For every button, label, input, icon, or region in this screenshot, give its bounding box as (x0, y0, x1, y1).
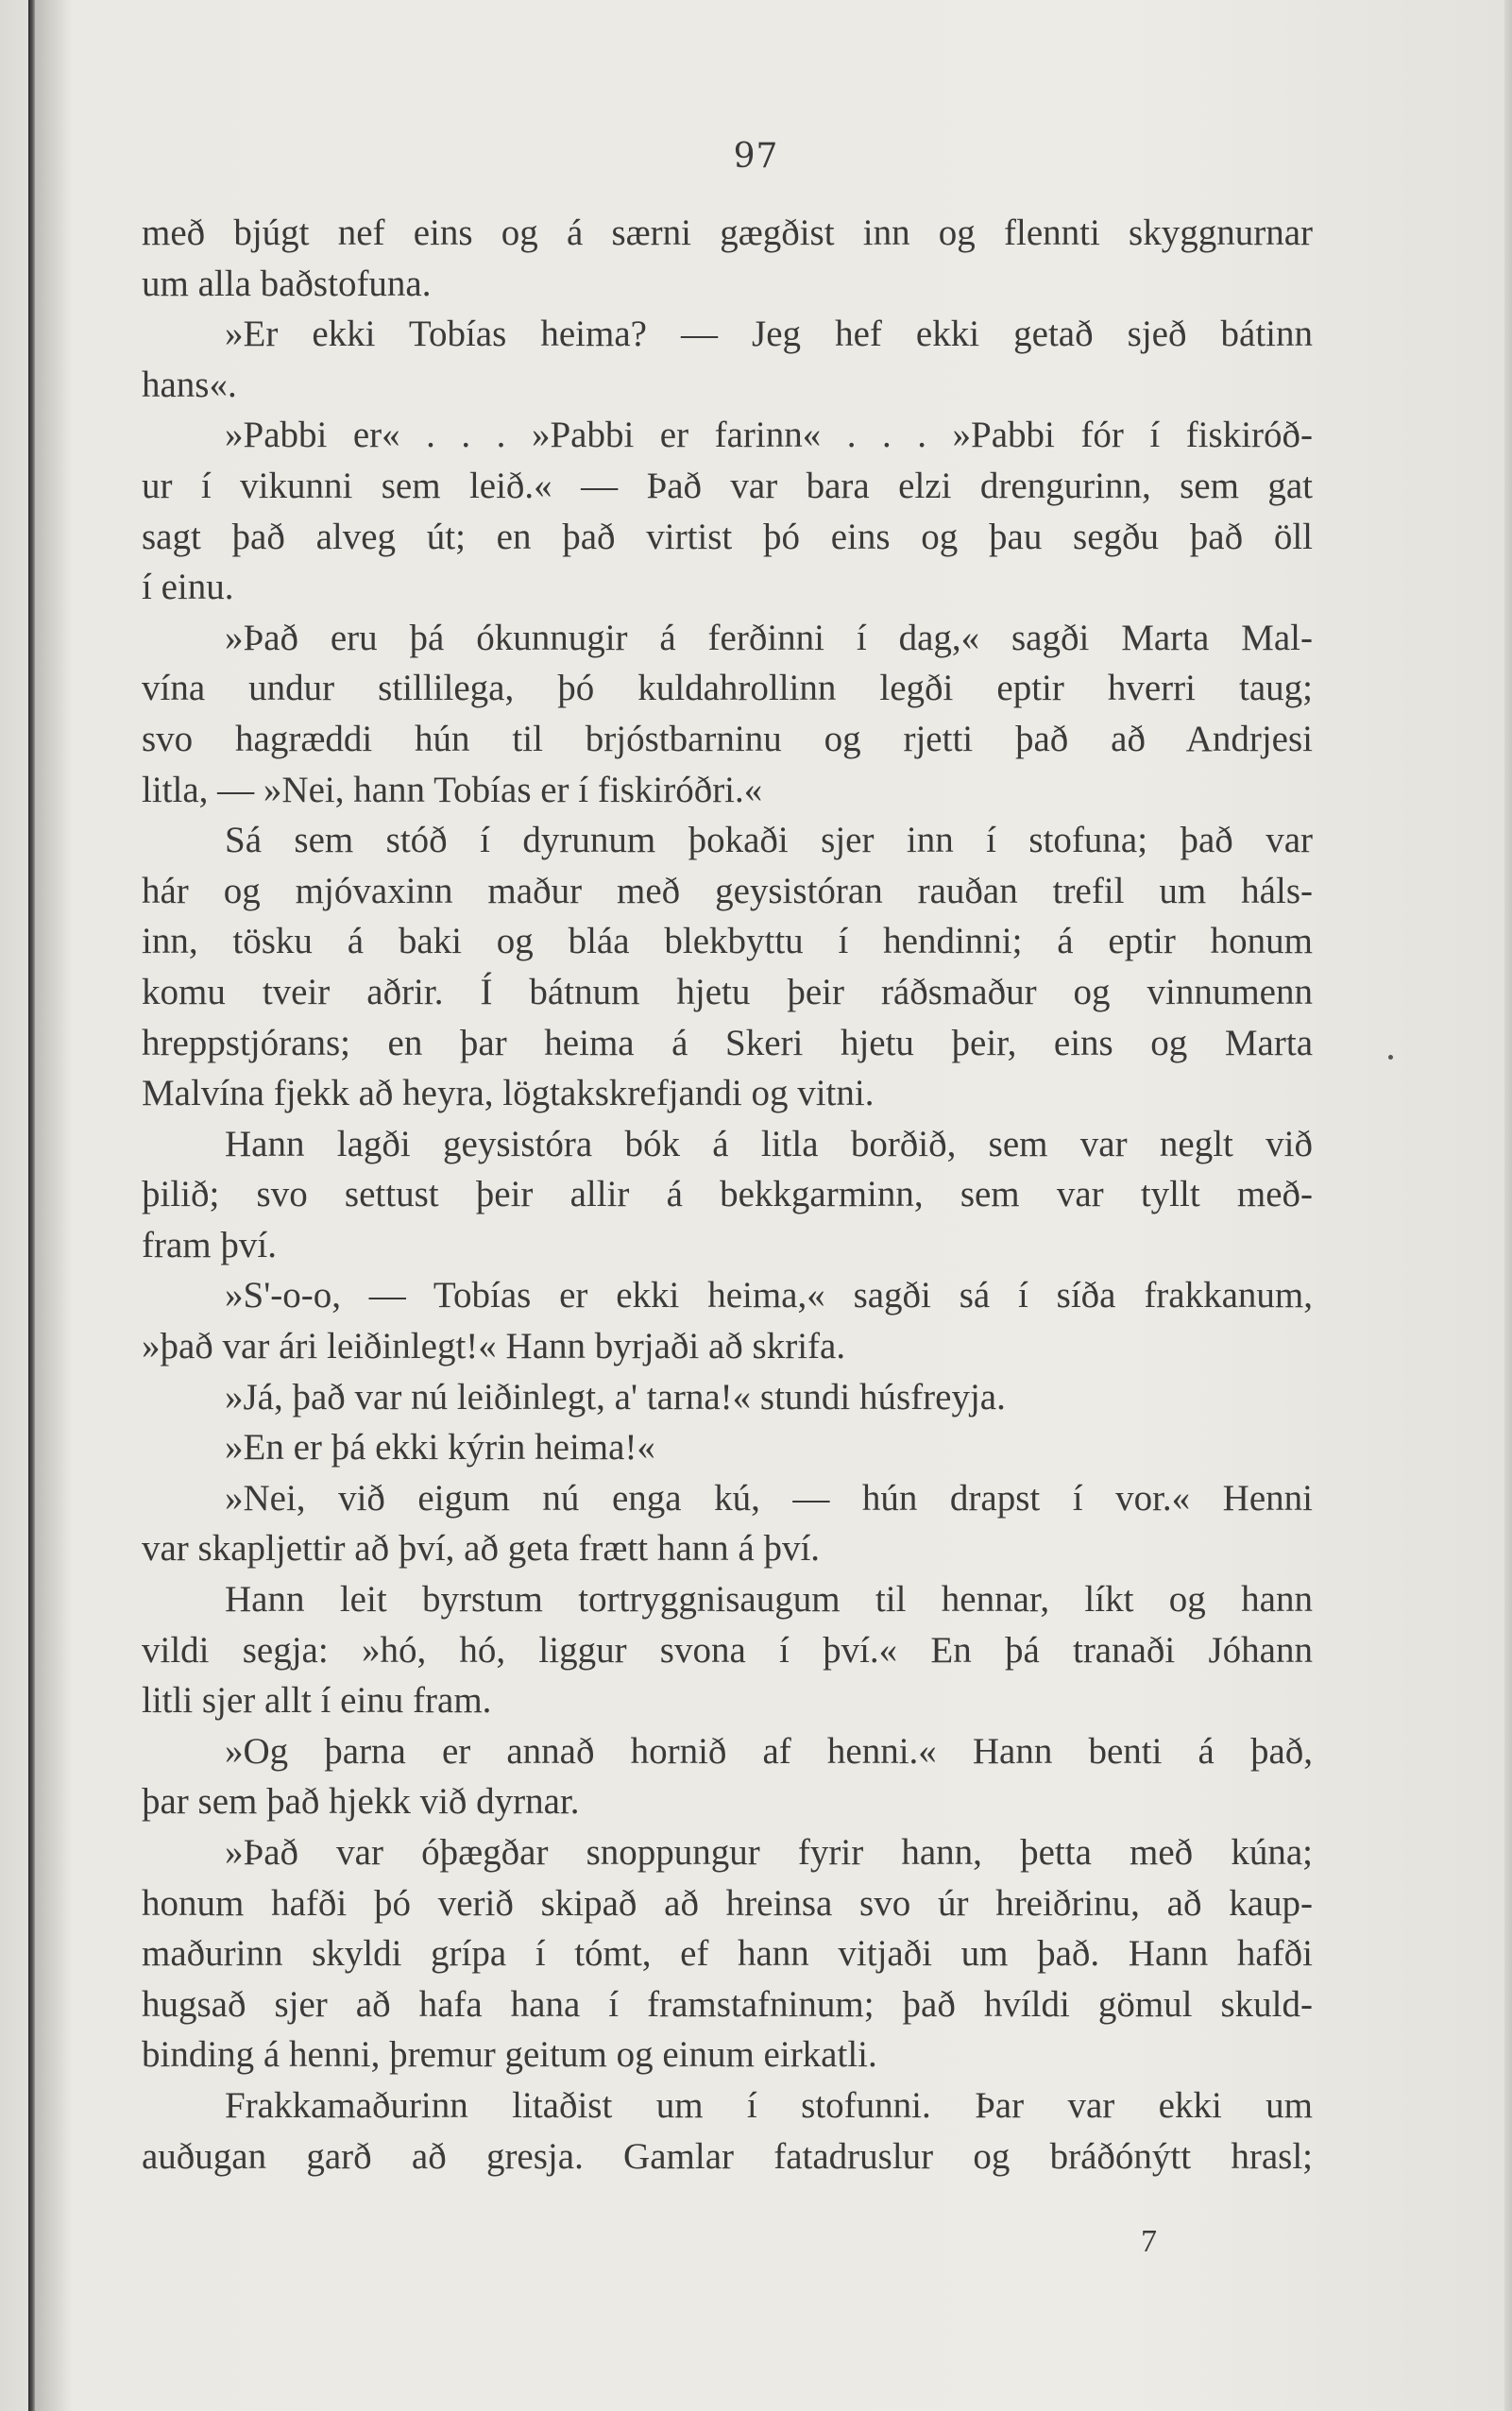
text-line: var skapljettir að því, að geta frætt hann á því. (142, 1528, 821, 1570)
text-line: fram því. (142, 1224, 277, 1265)
book-gutter (28, 0, 35, 2411)
text-line: þilið; svo settust þeir allir á bekkgarminn, sem var tyllt með- (142, 1174, 1313, 1215)
page-edge (1504, 0, 1512, 2411)
text-line: vína undur stillilega, þó kuldahrollinn legði eptir hverri taug; (142, 668, 1313, 709)
text-line: Malvína fjekk að heyra, lögtakskrefjandi og vitni. (142, 1073, 875, 1114)
text-line: svo hagræddi hún til brjóstbarninu og rjetti það að Andrjesi (142, 718, 1313, 759)
text-line: »það var ári leiðinlegt!« Hann byrjaði að skrifa. (142, 1326, 846, 1367)
text-line: vildi segja: »hó, hó, liggur svona í því.« En þá tranaði Jóhann (142, 1629, 1313, 1671)
text-line: hár og mjóvaxinn maður með geysistóran rauðan trefil um háls- (142, 870, 1313, 911)
text-line: auðugan garð að gresja. Gamlar fatadruslur og bráðónýtt hrasl; (142, 2135, 1313, 2177)
text-line: í einu. (142, 567, 234, 608)
text-line: »En er þá ekki kýrin heima!« (225, 1427, 655, 1469)
text-line: »S'-o-o, — Tobías er ekki heima,« sagði sá í síða frakkanum, (225, 1275, 1313, 1316)
text-line: þar sem það hjekk við dyrnar. (142, 1781, 580, 1823)
text-line: »Það eru þá ókunnugir á ferðinni í dag,« sagði Marta Mal- (225, 617, 1313, 658)
text-line: inn, tösku á baki og bláa blekbyttu í hendinni; á eptir honum (142, 921, 1313, 962)
text-line: »Og þarna er annað hornið af henni.« Hann benti á það, (225, 1730, 1313, 1772)
text-line: binding á henni, þremur geitum og einum eirkatli. (142, 2034, 877, 2076)
text-line: »Nei, við eigum nú enga kú, — hún drapst í vor.« Henni (225, 1477, 1313, 1519)
text-line: komu tveir aðrir. Í bátnum hjetu þeir ráðsmaður og vinnumenn (142, 971, 1313, 1012)
text-line: litli sjer allt í einu fram. (142, 1680, 492, 1722)
text-line: »Er ekki Tobías heima? — Jeg hef ekki getað sjeð bátinn (225, 314, 1313, 355)
text-line: »Já, það var nú leiðinlegt, a' tarna!« stundi húsfreyja. (225, 1376, 1006, 1418)
text-line: Frakkamaðurinn litaðist um í stofunni. Þar var ekki um (225, 2084, 1313, 2126)
text-line: um alla baðstofuna. (142, 263, 432, 304)
margin-speck (1388, 1055, 1393, 1060)
text-line: »Það var óþægðar snoppungur fyrir hann, þetta með kúna; (225, 1832, 1313, 1873)
text-line: með bjúgt nef eins og á særni gægðist inn og flennti skyggnurnar (142, 212, 1313, 253)
text-line: ur í vikunni sem leið.« — Það var bara elzi drengurinn, sem gat (142, 465, 1313, 506)
text-line: Hann leit byrstum tortryggnisaugum til hennar, líkt og hann (225, 1579, 1313, 1621)
text-line: sagt það alveg út; en það virtist þó eins og þau segðu það öll (142, 516, 1313, 557)
body-text (142, 208, 1313, 2182)
gutter-shadow (35, 0, 73, 2411)
text-line: Hann lagði geysistóra bók á litla borðið, sem var neglt við (225, 1123, 1313, 1164)
signature-mark: 7 (1141, 2224, 1157, 2259)
text-line: Sá sem stóð í dyrunum þokaði sjer inn í stofuna; það var (225, 820, 1313, 861)
text-line: litla, — »Nei, hann Tobías er í fiskiróðri.« (142, 769, 763, 810)
text-line: hans«. (142, 364, 237, 405)
text-line: honum hafði þó verið skipað að hreinsa svo úr hreiðrinu, að kaup- (142, 1882, 1313, 1924)
text-line: hreppstjórans; en þar heima á Skeri hjetu þeir, eins og Marta (142, 1022, 1313, 1063)
text-line: maðurinn skyldi grípa í tómt, ef hann vitjaði um það. Hann hafði (142, 1933, 1313, 1975)
text-line: »Pabbi er« . . . »Pabbi er farinn« . . . »Pabbi fór í fiskiróð- (225, 415, 1313, 456)
text-line: hugsað sjer að hafa hana í framstafninum; það hvíldi gömul skuld- (142, 1983, 1313, 2025)
page-number: 97 (733, 137, 779, 176)
